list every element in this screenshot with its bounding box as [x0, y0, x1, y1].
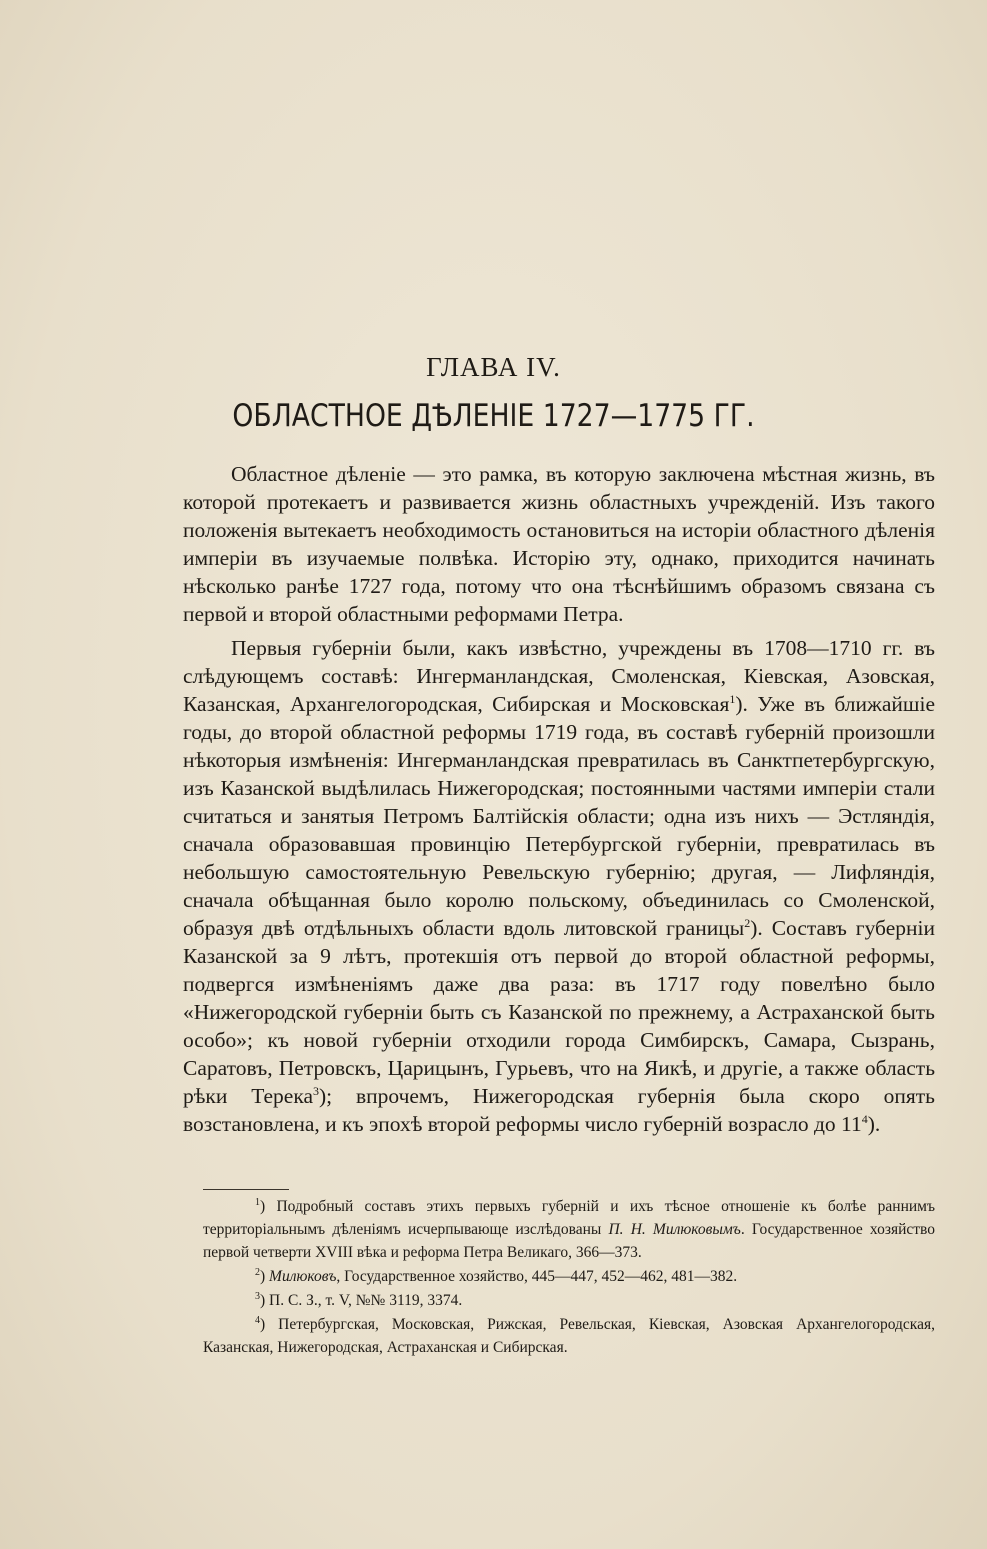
- paragraph-1: [183, 460, 935, 628]
- footnotes: [203, 1195, 935, 1359]
- footnote-3: [203, 1289, 935, 1312]
- footnote-mark-3: 3: [255, 1290, 260, 1302]
- footnote-2-text-a: ): [260, 1268, 270, 1285]
- paragraph-2-text-e: ).: [867, 1112, 881, 1136]
- footnote-2-text-b: , Государственное хозяйство, 445—447, 452—462, 481—382.: [336, 1268, 738, 1285]
- footnote-4-text: ) Петербургская, Московская, Рижская, Ревельская, Кіевская, Азовская Архангелогородская, Казанская, Нижегородская, Астраханская и Сибирская.: [203, 1316, 935, 1356]
- footnote-divider: [203, 1189, 289, 1190]
- paragraph-2-text-d: ); впрочемъ, Нижегородская губернія была скоро опять возстановлена, и къ эпохѣ второй реформы число губерній возрасло до 11: [183, 1084, 935, 1136]
- footnote-mark-1: 1: [255, 1196, 260, 1208]
- footnote-mark-2: 2: [255, 1266, 260, 1278]
- footnote-1-author: П. Н. Милюковымъ: [608, 1221, 741, 1238]
- paragraph-2-text-c: ). Составъ губерніи Казанской за 9 лѣтъ, протекшія отъ первой до второй областной реформы, подвергся измѣненіямъ даже два раза: въ 1717 году повелѣно было «Нижегородской губерніи быть съ Казанской по прежнему, а Астраханской быть особо»; къ новой губерніи отходили города Симбирскъ, Самара, Сызрань, Саратовъ, Петровскъ, Царицынъ, Гурьевъ, что на Яикѣ, и другіе, а также область рѣки Терека: [183, 916, 935, 1108]
- note-ref-4: 4: [861, 1111, 868, 1126]
- paragraph-2: [183, 634, 935, 1138]
- footnote-4: [203, 1313, 935, 1359]
- footnote-3-text: ) П. С. З., т. V, №№ 3119, 3374.: [260, 1292, 463, 1309]
- chapter-title: ОБЛАСТНОЕ ДѢЛЕНІЕ 1727—1775 ГГ.: [232, 398, 755, 434]
- paragraph-1-text: Областное дѣленіе — это рамка, въ которую заключена мѣстная жизнь, въ которой протекаетъ и развивается жизнь областныхъ учрежденій. Изъ такого положенія вытекаетъ необходимость остановиться на исторіи областного дѣленія имперіи въ изучаемые полвѣка. Исторію эту, однако, приходится начинать нѣсколько ранѣе 1727 года, потому что она тѣснѣйшимъ образомъ связана съ первой и второй областными реформами Петра.: [183, 462, 935, 626]
- footnote-1-text-b: . Государственное хозяйство первой четверти XVIII вѣка и реформа Петра Великаго, 366—373.: [203, 1221, 935, 1261]
- footnote-1: [203, 1195, 935, 1264]
- chapter-number: ГЛАВА IV.: [426, 352, 561, 382]
- paragraph-2-text-a: Первыя губерніи были, какъ извѣстно, учреждены въ 1708—1710 гг. въ слѣдующемъ составѣ: Ингерманландская, Смоленская, Кіевская, Азовская, Казанская, Архангелогородская, Сибирская и Московская: [183, 636, 935, 716]
- note-ref-1: 1: [729, 691, 736, 706]
- footnote-1-text-a: ) Подробный составъ этихъ первыхъ губерній и ихъ тѣсное отношеніе къ болѣе раннимъ территоріальнымъ дѣленіямъ исчерпывающе изслѣдованы: [203, 1198, 935, 1238]
- body-text: [183, 460, 935, 1138]
- footnote-mark-4: 4: [255, 1314, 260, 1326]
- footnote-2-author: Милюковъ: [269, 1268, 337, 1285]
- paragraph-2-text-b: ). Уже въ ближайшіе годы, до второй областной реформы 1719 года, въ составѣ губерній произошли нѣкоторыя измѣненія: Ингерманландская превратилась въ Санктпетербургскую, изъ Казанской выдѣлилась Нижегородская; постоянными частями имперіи стали считаться и занятыя Петромъ Балтійскія области; одна изъ нихъ — Эстляндія, сначала образовавшая провинцію Петербургской губерніи, превратилась въ небольшую самостоятельную Ревельскую губернію; другая, — Лифляндія, сначала обѣщанная было королю польскому, объединилась со Смоленской, образуя двѣ отдѣльныхъ области вдоль литовской границы: [183, 692, 936, 940]
- note-ref-2: 2: [744, 915, 751, 930]
- note-ref-3: 3: [313, 1083, 320, 1098]
- footnote-2: [203, 1265, 935, 1288]
